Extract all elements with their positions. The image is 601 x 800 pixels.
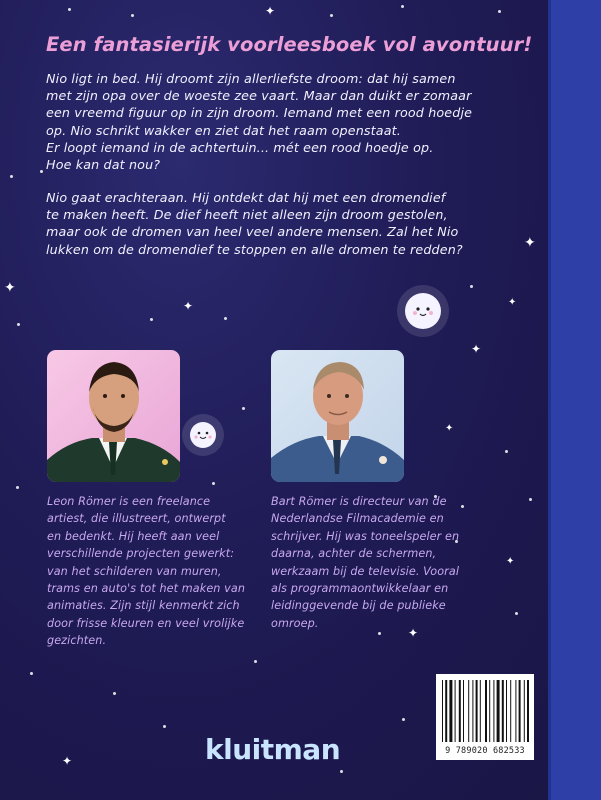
bio-line: werkzaam bij de televisie. Vooral	[271, 564, 460, 578]
barcode-bar	[455, 680, 456, 742]
smiling-moon-icon	[395, 283, 451, 339]
bio-line: verschillende projecten gewerkt:	[47, 547, 235, 561]
star-dot	[254, 660, 257, 663]
star-icon: ✦	[408, 626, 419, 640]
star-dot	[402, 718, 405, 721]
barcode-bar	[480, 680, 481, 742]
barcode-bar	[459, 680, 461, 742]
star-dot	[163, 725, 166, 728]
bio-line: animaties. Zijn stijl kenmerkt zich	[47, 599, 240, 613]
blurb-line: maar ook de dromen van heel veel andere mensen. Zal het Nio	[46, 224, 459, 240]
blurb-line: Nio gaat erachteraan. Hij ontdekt dat hij met een dromendief	[46, 190, 446, 205]
barcode	[436, 674, 534, 760]
star-icon: ✦	[506, 556, 515, 567]
isbn-number: 9 789020 682533	[445, 746, 525, 756]
star-dot	[224, 317, 227, 320]
star-dot	[30, 672, 33, 675]
barcode-bar	[497, 680, 500, 742]
star-dot	[498, 10, 501, 13]
barcode-bar	[519, 680, 521, 742]
barcode-bars	[436, 674, 534, 746]
barcode-bar	[442, 680, 443, 742]
bio-line: gezichten.	[47, 634, 107, 648]
star-icon: ✦	[62, 754, 73, 768]
blurb-line: een vreemd figuur op in zijn droom. Iemand met een rood hoedje	[46, 105, 473, 121]
star-dot	[113, 692, 116, 695]
blurb-line: Hoe kan dat nou?	[46, 157, 161, 173]
star-icon: ✦	[4, 280, 16, 296]
barcode-bar	[445, 680, 447, 742]
barcode-bar	[489, 680, 490, 742]
star-icon: ✦	[471, 342, 482, 356]
blurb-line: met zijn opa over de woeste zee vaart. Maar dan duikt er zomaar	[46, 88, 472, 104]
barcode-bar	[506, 680, 507, 742]
blurb-line: lukken om de dromendief te stoppen en alle dromen te redden?	[46, 241, 463, 257]
bio-line: artiest, die illustreert, ontwerpt	[47, 512, 226, 526]
star-dot	[10, 175, 13, 178]
star-dot	[40, 170, 43, 173]
bio-line: trams en auto's tot het maken van	[47, 582, 246, 596]
bio-leon	[47, 493, 245, 650]
blurb-paragraph-1	[46, 70, 531, 173]
barcode-bar	[524, 680, 525, 742]
star-dot	[401, 5, 404, 8]
star-dot	[150, 318, 153, 321]
barcode-bar	[476, 680, 478, 742]
blurb-paragraph-2	[46, 189, 531, 258]
bio-line: omroep.	[271, 616, 319, 630]
barcode-bar	[515, 680, 516, 742]
smiling-moon-icon	[180, 412, 226, 458]
bio-line: daarna, achter de schermen,	[271, 547, 437, 561]
barcode-bar	[527, 680, 529, 742]
bio-line: als programmaontwikkelaar en	[271, 582, 449, 596]
bio-line: schrijver. Hij was toneelspeler en	[271, 529, 460, 543]
star-dot	[68, 8, 71, 11]
book-spine	[551, 0, 601, 800]
star-dot	[470, 285, 473, 288]
star-icon: ✦	[265, 4, 276, 18]
star-dot	[505, 450, 508, 453]
publisher-logo: kluitman	[205, 733, 341, 766]
bio-line: leidinggevende bij de publieke	[271, 599, 446, 613]
star-dot	[529, 498, 532, 501]
star-dot	[515, 612, 518, 615]
barcode-bar	[485, 680, 487, 742]
star-icon: ✦	[183, 299, 194, 313]
star-icon: ✦	[524, 235, 536, 251]
barcode-bar	[463, 680, 464, 742]
barcode-bar	[472, 680, 473, 742]
star-dot	[16, 486, 19, 489]
author-photo-leon	[47, 350, 180, 482]
blurb-line: Nio ligt in bed. Hij droomt zijn allerliefste droom: dat hij samen	[46, 71, 456, 86]
star-dot	[461, 505, 464, 508]
barcode-bar	[493, 680, 494, 742]
bio-bart	[271, 493, 459, 632]
bio-line: van het schilderen van muren,	[47, 564, 222, 578]
barcode-bar	[510, 680, 511, 742]
barcode-bar	[449, 680, 452, 742]
star-dot	[131, 14, 134, 17]
star-dot	[378, 632, 381, 635]
star-dot	[17, 323, 20, 326]
bio-line: Nederlandse Filmacademie en	[271, 512, 444, 526]
bio-line: en bedenkt. Hij heeft aan veel	[47, 529, 220, 543]
blurb-line: op. Nio schrikt wakker en ziet dat het raam openstaat.	[46, 122, 401, 138]
star-icon: ✦	[445, 423, 454, 434]
bio-line: Bart Römer is directeur van de	[271, 495, 447, 508]
tagline: Een fantasierijk voorleesboek vol avontuur!	[46, 33, 533, 56]
barcode-bar	[468, 680, 469, 742]
author-photo-bart	[271, 350, 404, 482]
star-dot	[340, 770, 343, 773]
blurb-line: Er loopt iemand in de achtertuin... mét een rood hoedje op.	[46, 139, 434, 155]
star-dot	[212, 482, 215, 485]
star-icon: ✦	[508, 297, 517, 308]
star-dot	[242, 407, 245, 410]
barcode-bar	[502, 680, 504, 742]
bio-line: door frisse kleuren en veel vrolijke	[47, 616, 245, 630]
blurb-line: te maken heeft. De dief heeft niet alleen zijn droom gestolen,	[46, 207, 448, 223]
bio-line: Leon Römer is een freelance	[47, 495, 211, 508]
star-dot	[330, 14, 333, 17]
